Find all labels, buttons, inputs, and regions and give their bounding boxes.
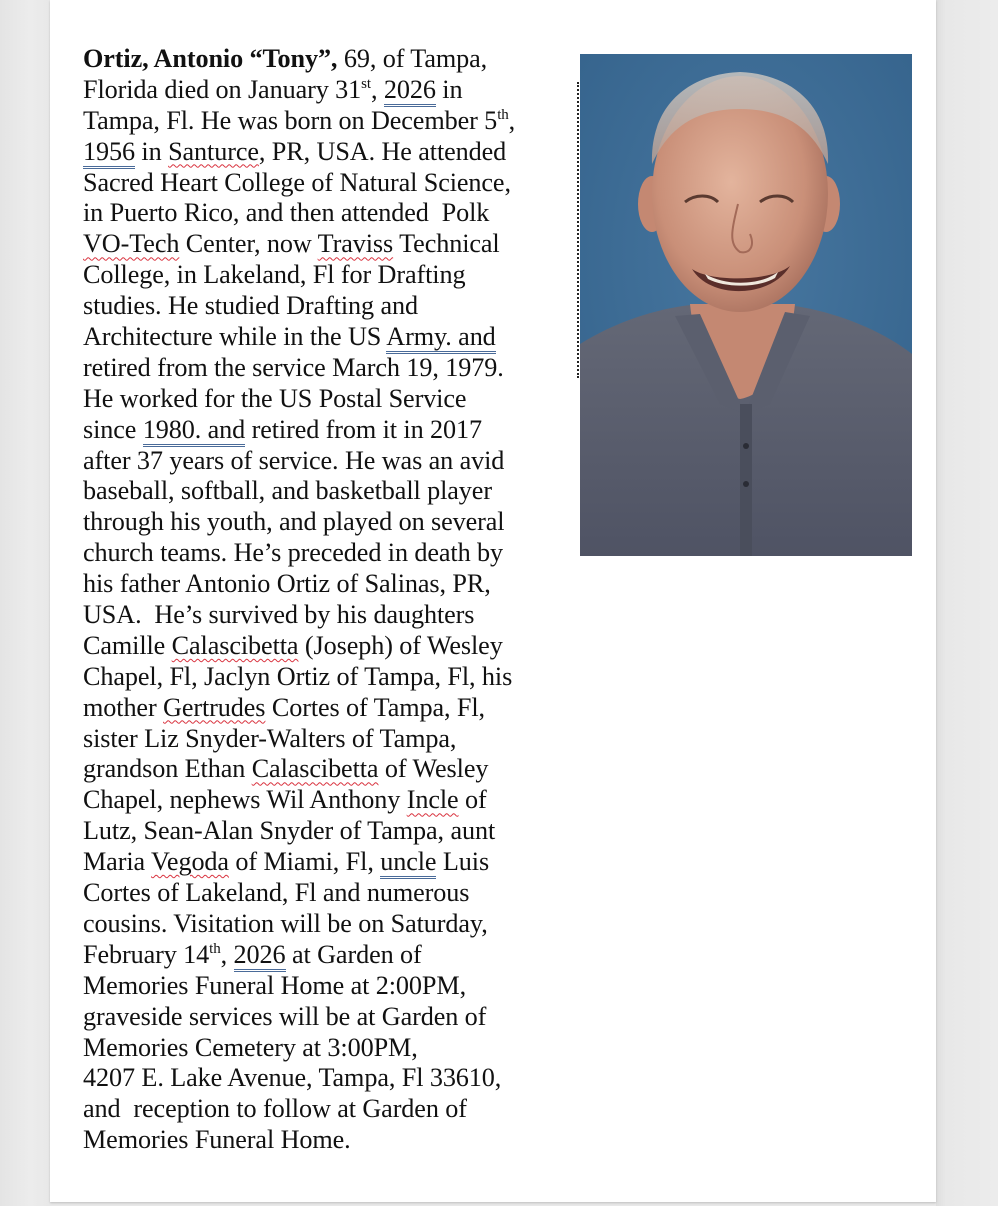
spelling-flagged-word[interactable]: Gertrudes [163, 692, 266, 722]
ordinal-superscript: th [497, 106, 509, 123]
text-line [83, 754, 573, 785]
text-line [83, 168, 573, 199]
text-segment: through his youth, and played on several [83, 507, 505, 537]
text-segment: his father Antonio Ortiz of Salinas, PR, [83, 569, 491, 599]
text-segment: at Garden of [285, 939, 422, 969]
grammar-flagged-text[interactable]: 1956 [83, 137, 135, 169]
text-line [83, 137, 573, 168]
text-segment: and reception to follow at Garden of [83, 1094, 467, 1124]
text-segment: Memories Funeral Home. [83, 1125, 351, 1155]
text-segment: Chapel, Fl, Jaclyn Ortiz of Tampa, Fl, his [83, 661, 513, 691]
text-segment: Architecture while in the US [83, 322, 387, 352]
text-segment: Maria [83, 847, 152, 877]
text-segment: of Wesley [378, 754, 489, 784]
text-line [83, 693, 573, 724]
text-segment: Tampa, Fl. He was born on December 5 [83, 105, 498, 135]
spelling-flagged-word[interactable]: Incle [406, 785, 459, 815]
text-line [83, 291, 573, 322]
text-segment: Memories Cemetery at 3:00PM, [83, 1032, 418, 1062]
text-line [83, 446, 573, 477]
deceased-name: Ortiz, Antonio “Tony”, [83, 44, 338, 73]
grammar-flagged-text[interactable]: Army. and [386, 322, 495, 354]
text-segment: graveside services will be at Garden of [83, 1001, 487, 1031]
text-line [83, 940, 573, 971]
text-line [83, 353, 573, 384]
text-segment: after 37 years of service. He was an avid [83, 445, 505, 475]
text-line [83, 476, 573, 507]
text-line [83, 600, 573, 631]
grammar-flagged-text[interactable]: 2026 [234, 940, 286, 972]
text-segment: mother [83, 692, 164, 722]
ordinal-superscript: th [209, 940, 221, 957]
text-line [83, 229, 573, 260]
text-segment: (Joseph) of Wesley [298, 630, 503, 660]
text-line [83, 909, 573, 940]
text-line [83, 322, 573, 353]
text-segment: Technical [393, 229, 500, 259]
text-segment: cousins. Visitation will be on Saturday, [83, 908, 488, 938]
text-segment: 69, of Tampa, [337, 44, 488, 73]
text-segment: of [458, 785, 487, 815]
text-segment: Sacred Heart College of Natural Science, [83, 167, 511, 197]
text-line [83, 415, 573, 446]
portrait-photo[interactable] [580, 54, 912, 556]
text-segment: of Miami, Fl, [228, 847, 381, 877]
text-line [83, 1125, 573, 1156]
text-segment: , [508, 105, 516, 135]
text-segment: Chapel, nephews Wil Anthony [83, 785, 407, 815]
text-line [83, 847, 573, 878]
text-segment: College, in Lakeland, Fl for Drafting [83, 260, 466, 290]
text-line [83, 106, 573, 137]
workspace-background-right [936, 0, 998, 1206]
spelling-flagged-word[interactable]: Calascibetta [251, 754, 379, 784]
text-segment: , [220, 939, 234, 969]
text-line [83, 1063, 573, 1094]
text-segment: USA. He’s survived by his daughters [83, 600, 475, 630]
document-page[interactable] [50, 0, 936, 1202]
text-segment: , [370, 74, 384, 104]
text-line [83, 198, 573, 229]
text-line [83, 724, 573, 755]
text-line [83, 507, 573, 538]
text-line [83, 1002, 573, 1033]
text-segment: February 14 [83, 939, 210, 969]
text-segment: grandson Ethan [83, 754, 252, 784]
grammar-flagged-text[interactable]: 2026 [384, 75, 436, 107]
image-anchor-dotted-line [577, 82, 579, 378]
text-segment: 4207 E. Lake Avenue, Tampa, Fl 33610, [83, 1063, 502, 1093]
spelling-flagged-word[interactable]: VO-Tech [83, 229, 180, 259]
spelling-flagged-word[interactable]: Santurce [168, 136, 259, 166]
text-line [83, 384, 573, 415]
grammar-flagged-text[interactable]: uncle [380, 847, 436, 879]
grammar-flagged-text[interactable]: 1980. and [143, 415, 245, 447]
spelling-flagged-word[interactable]: Calascibetta [171, 630, 299, 660]
text-segment: Cortes of Tampa, Fl, [265, 692, 486, 722]
text-line [83, 878, 573, 909]
text-line [83, 44, 573, 75]
text-line [83, 569, 573, 600]
text-segment: retired from the service March 19, 1979. [83, 352, 504, 382]
text-segment: sister Liz Snyder-Walters of Tampa, [83, 723, 457, 753]
spelling-flagged-word[interactable]: Vegoda [151, 847, 229, 877]
text-segment: Lutz, Sean-Alan Snyder of Tampa, aunt [83, 816, 496, 846]
text-line [83, 971, 573, 1002]
text-line [83, 260, 573, 291]
text-segment: Memories Funeral Home at 2:00PM, [83, 970, 467, 1000]
text-segment: in [435, 74, 463, 104]
text-segment: baseball, softball, and basketball player [83, 476, 492, 506]
portrait-image [580, 54, 912, 556]
text-segment: Camille [83, 630, 172, 660]
text-line [83, 75, 573, 106]
text-line [83, 1033, 573, 1064]
text-segment: Center, now [179, 229, 318, 259]
text-segment: Luis [436, 847, 490, 877]
text-segment: Florida died on January 31 [83, 74, 362, 104]
ordinal-superscript: st [361, 75, 371, 92]
text-line [83, 816, 573, 847]
text-line [83, 631, 573, 662]
obituary-text[interactable] [83, 44, 573, 1156]
text-segment: studies. He studied Drafting and [83, 291, 418, 321]
text-segment: Cortes of Lakeland, Fl and numerous [83, 878, 470, 908]
text-segment: in Puerto Rico, and then attended Polk [83, 198, 490, 228]
text-line [83, 538, 573, 569]
spelling-flagged-word[interactable]: Traviss [317, 229, 394, 259]
text-line [83, 785, 573, 816]
text-segment: since [83, 414, 143, 444]
text-segment: retired from it in 2017 [245, 414, 483, 444]
text-segment: He worked for the US Postal Service [83, 383, 467, 413]
text-segment: , PR, USA. He attended [258, 136, 507, 166]
text-segment: church teams. He’s preceded in death by [83, 538, 504, 568]
text-line [83, 662, 573, 693]
text-segment: in [134, 136, 169, 166]
text-line [83, 1094, 573, 1125]
